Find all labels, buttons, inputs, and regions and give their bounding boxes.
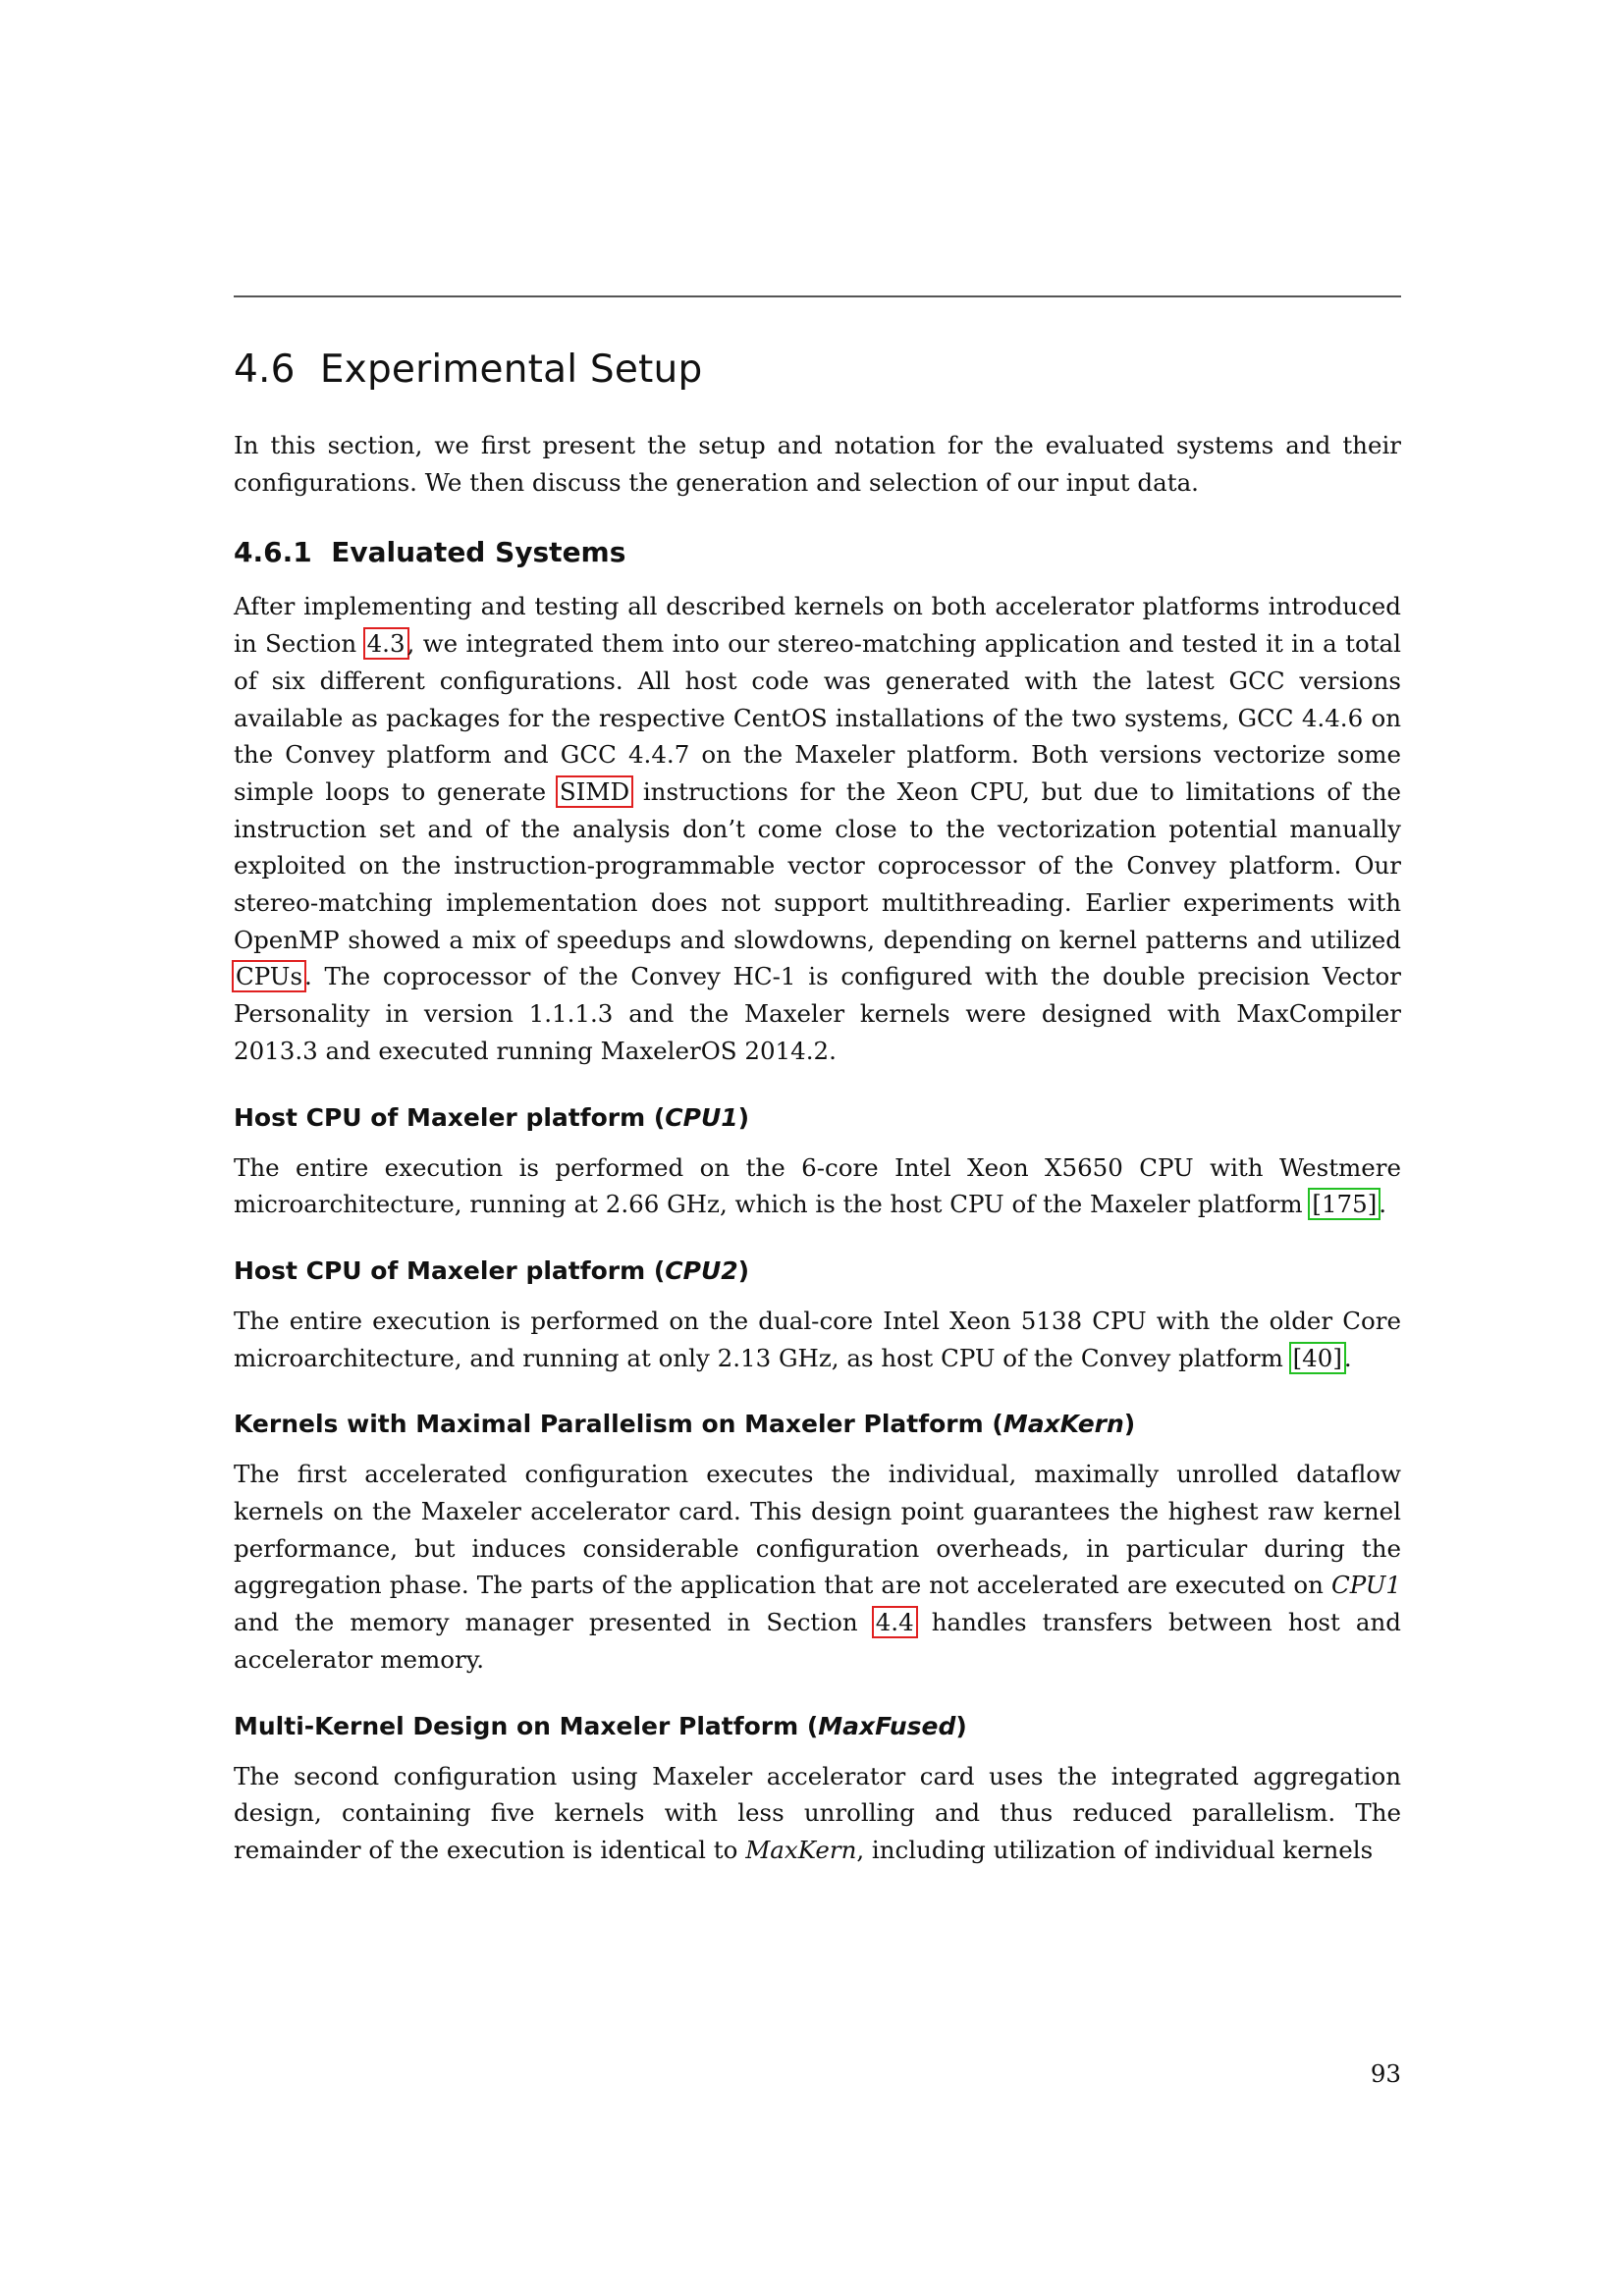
text-span: , including utilization of individual kernels	[856, 1835, 1374, 1864]
heading-text: )	[1123, 1410, 1136, 1439]
text-span: and the memory manager presented in Section	[234, 1608, 858, 1637]
text-span: , we integrated them into our stereo-matching application and tested it in a total of six different configurations. All host code was generated with the latest GCC versions available as packages for the respective CentOS installations of the two systems, GCC 4.4.6 on the Convey platform and GCC 4.4.7 on the Maxeler platform. Both versions vectorize some simple loops to generate	[234, 629, 1401, 806]
citation-number: 175	[1321, 1190, 1368, 1219]
cpu1-heading	[234, 1103, 1401, 1132]
maxfused-paragraph	[234, 1758, 1401, 1869]
heading-text: )	[737, 1255, 750, 1285]
citation-175[interactable]: [175]	[1308, 1188, 1380, 1220]
heading-text: Kernels with Maximal Parallelism on Maxeler Platform (	[234, 1410, 1003, 1439]
page-number: 93	[1370, 2059, 1401, 2088]
text-span: instructions for the Xeon CPU, but due to limitations of the instruction set and of the analysis don’t come close to the vectorization potential manually exploited on the instruction-programmable vector coprocessor of the Convey platform. Our stereo-matching implementation does not support multithreading. Earlier experiments with OpenMP showed a mix of speedups and slowdowns, depending on kernel patterns and utilized	[234, 776, 1401, 954]
cpu2-heading	[234, 1256, 1401, 1285]
section-ref-4-4[interactable]: 4.4	[872, 1606, 918, 1638]
text-span: .	[1379, 1190, 1387, 1219]
subsection-title: Evaluated Systems	[331, 536, 626, 569]
heading-config-name: MaxFused	[818, 1711, 956, 1740]
text-span: The entire execution is performed on the dual-core Intel Xeon 5138 CPU with the older Core microarchitecture, and running at only 2.13 GHz, as host CPU of the Convey platform	[234, 1306, 1401, 1372]
heading-text: )	[737, 1102, 750, 1132]
text-span: The second configuration using Maxeler accelerator card uses the integrated aggregation design, containing five kernels with less unrolling and thus reduced parallelism. The remainder of the execution is identical to	[234, 1761, 1401, 1864]
header-rule	[234, 295, 1401, 297]
text-span: After implementing and testing all described kernels on both accelerator platforms introduced in Section	[234, 592, 1401, 659]
heading-text: Host CPU of Maxeler platform (	[234, 1255, 666, 1285]
heading-text: Host CPU of Maxeler platform (	[234, 1102, 666, 1132]
config-name: MaxKern	[745, 1835, 857, 1864]
maxkern-heading	[234, 1410, 1401, 1438]
cpu2-paragraph	[234, 1303, 1401, 1376]
text-span: .	[1343, 1343, 1352, 1372]
cpu1-paragraph	[234, 1149, 1401, 1223]
acronym-ref-simd[interactable]: SIMD	[556, 775, 633, 808]
heading-text: Multi-Kernel Design on Maxeler Platform (	[234, 1711, 819, 1740]
text-span: handles transfers between host and accelerator memory.	[234, 1608, 1401, 1674]
acronym-ref-cpus[interactable]: CPUs	[232, 960, 306, 992]
citation-40[interactable]: [40]	[1289, 1342, 1346, 1374]
text-span: The entire execution is performed on the 6-core Intel Xeon X5650 CPU with Westmere microarchitecture, running at 2.66 GHz, which is the host CPU of the Maxeler platform	[234, 1152, 1401, 1219]
heading-config-name: CPU1	[665, 1102, 738, 1132]
text-span: . The coprocessor of the Convey HC-1 is configured with the double precision Vector Personality in version 1.1.1.3 and the Maxeler kernels were designed with MaxCompiler 2013.3 and executed running MaxelerOS 2014.2.	[234, 962, 1401, 1065]
heading-config-name: MaxKern	[1002, 1410, 1124, 1439]
section-title: Experimental Setup	[319, 347, 703, 392]
heading-config-name: CPU2	[665, 1255, 738, 1285]
citation-number: 40	[1302, 1343, 1333, 1372]
maxkern-paragraph	[234, 1456, 1401, 1678]
page-content	[234, 344, 1401, 1869]
subsection-number: 4.6.1	[234, 536, 312, 569]
text-span: The first accelerated configuration executes the individual, maximally unrolled dataflow kernels on the Maxeler accelerator card. This design point guarantees the highest raw kernel performance, but induces considerable configuration overheads, in particular during the aggregation phase. The parts of the application that are not accelerated are executed on	[234, 1460, 1401, 1600]
section-heading	[234, 347, 1401, 392]
section-number: 4.6	[234, 347, 296, 392]
evaluated-systems-paragraph	[234, 588, 1401, 1069]
section-ref-4-3[interactable]: 4.3	[363, 627, 409, 660]
section-intro: In this section, we first present the setup and notation for the evaluated systems and their configurations. We then discuss the generation and selection of our input data.	[234, 431, 1401, 497]
heading-text: )	[955, 1711, 967, 1740]
config-name: CPU1	[1330, 1571, 1401, 1600]
maxfused-heading	[234, 1712, 1401, 1740]
subsection-heading	[234, 536, 1401, 568]
